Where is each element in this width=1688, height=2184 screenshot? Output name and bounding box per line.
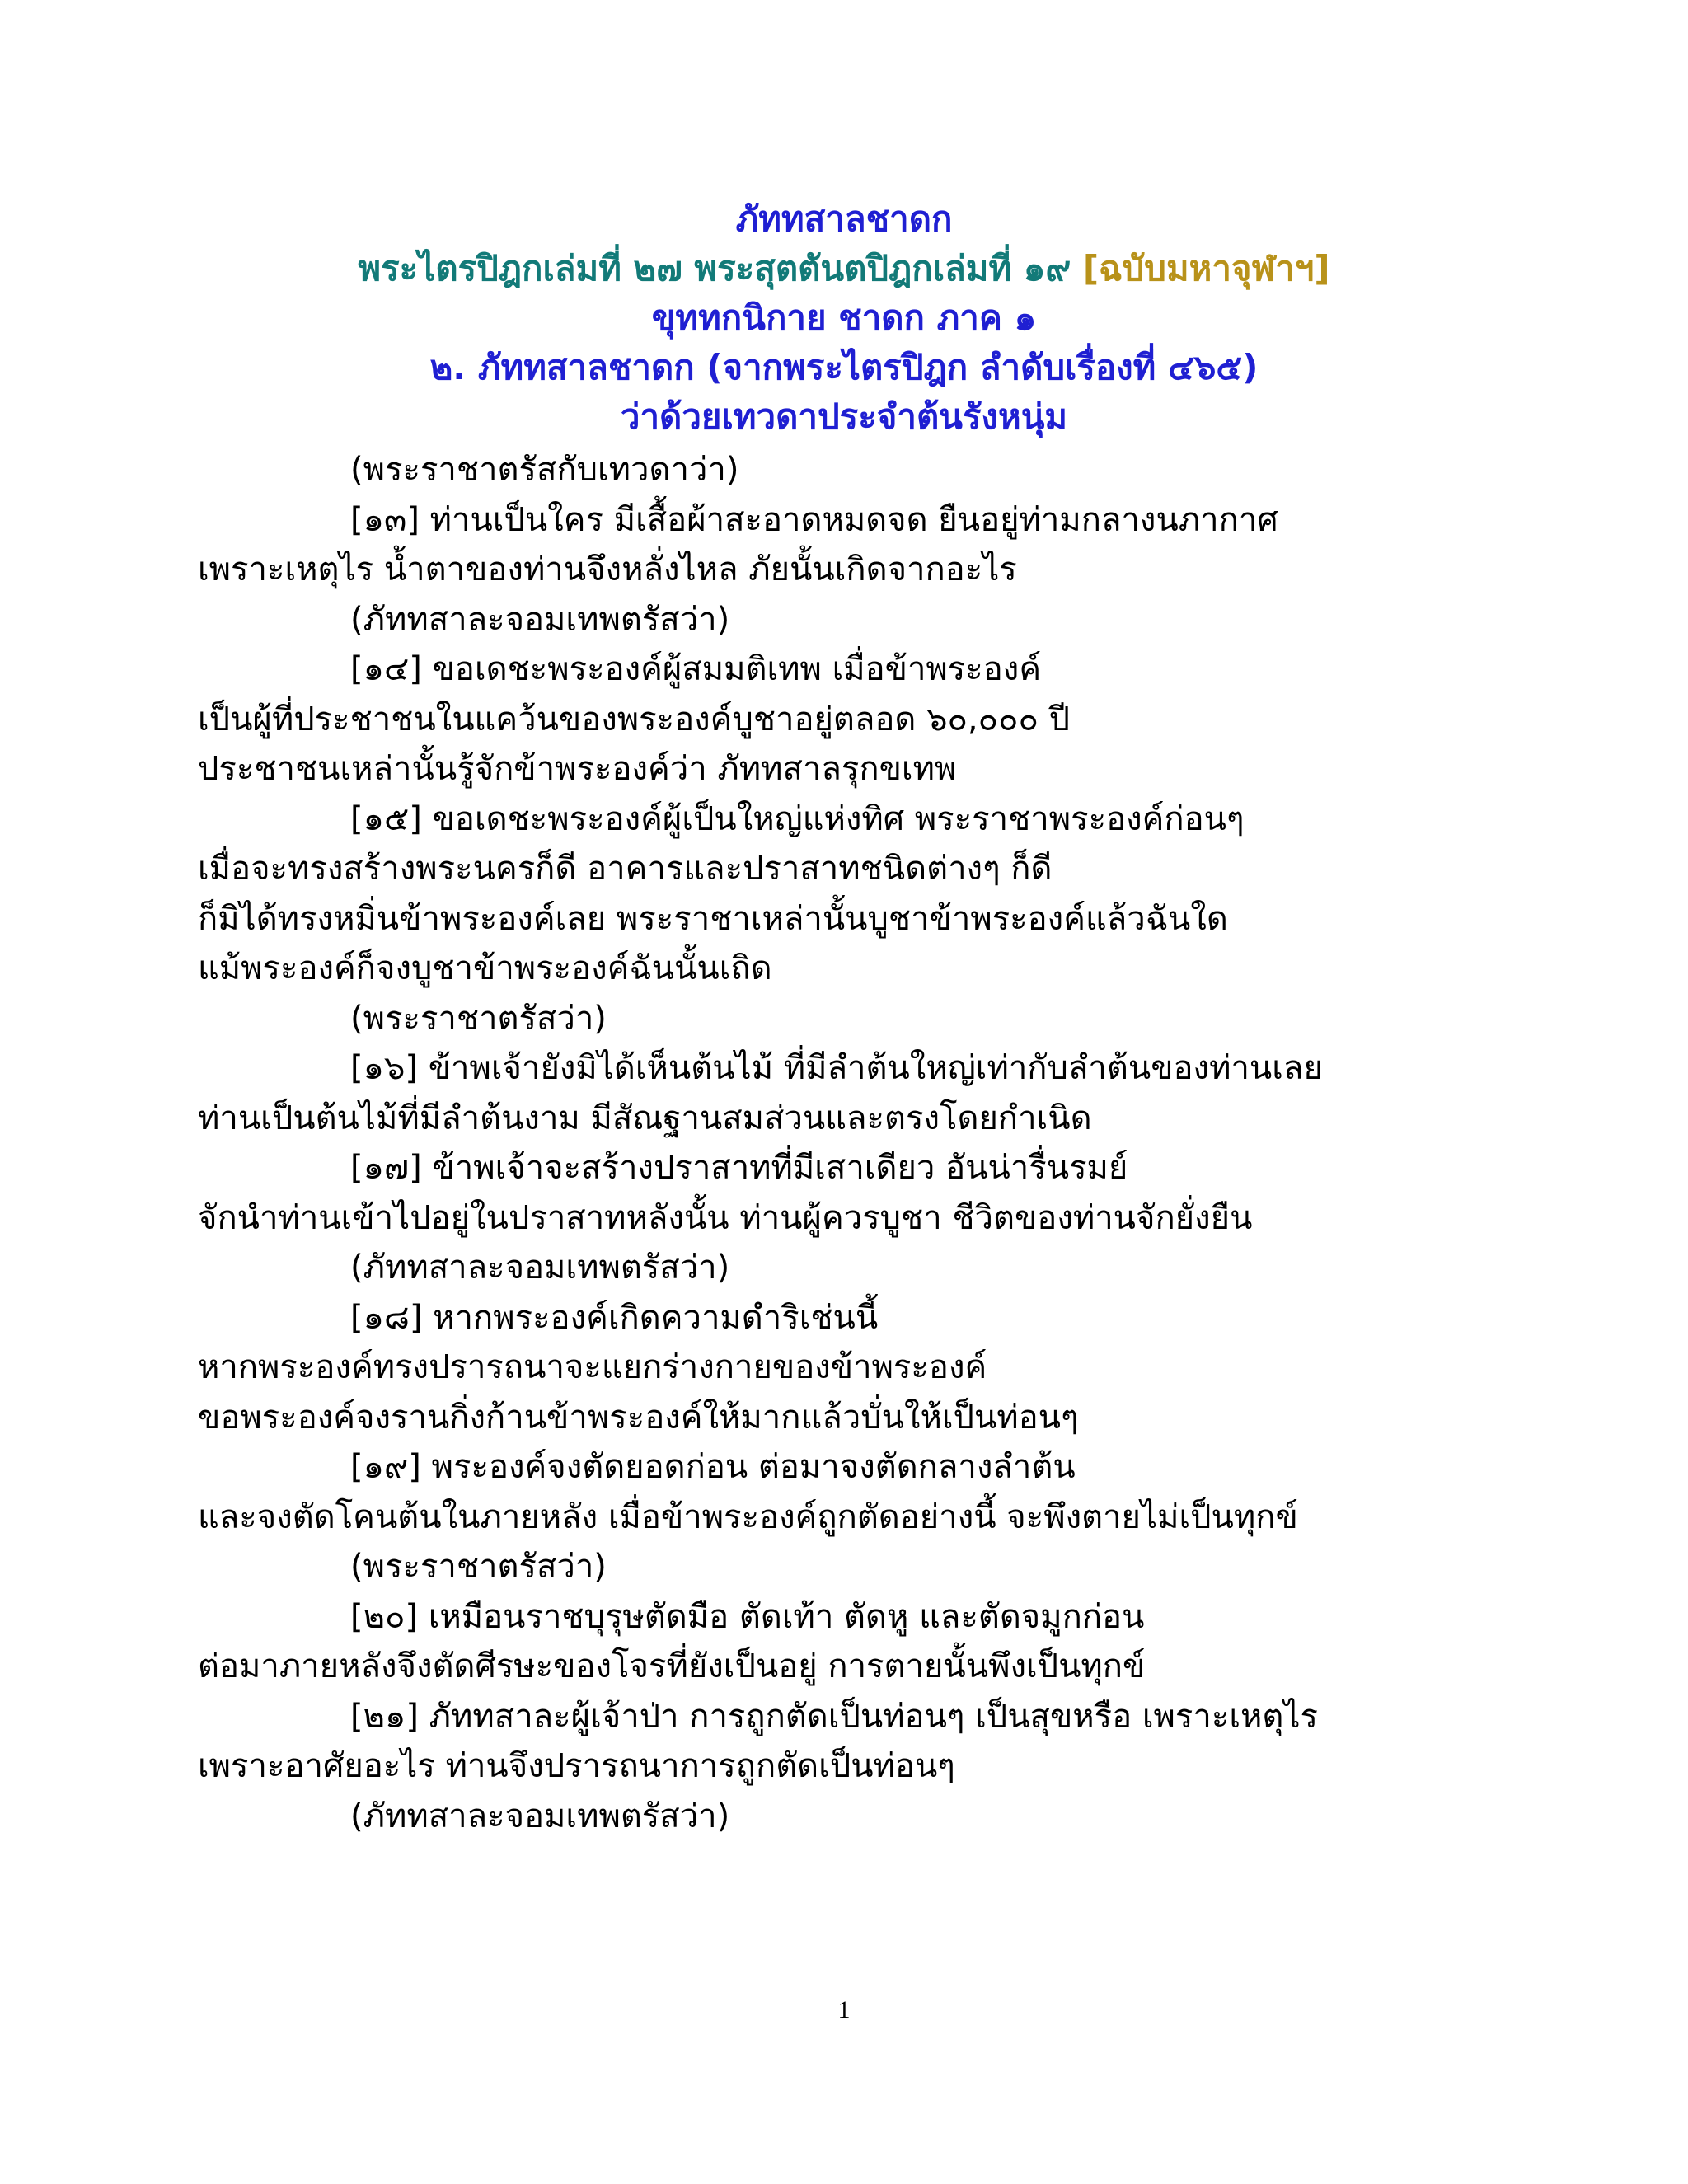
text-line: (พระราชาตรัสว่า): [350, 1548, 607, 1586]
text-line: เป็นผู้ที่ประชาชนในแคว้นของพระองค์บูชาอยู่ตลอด ๖๐,๐๐๐ ปี: [198, 700, 1070, 738]
text-line: [๑๘] หากพระองค์เกิดความดำริเช่นนี้: [350, 1298, 879, 1337]
tripitaka-volume: พระไตรปิฎกเล่มที่ ๒๗ พระสุตตันตปิฎกเล่มที่ ๑๙: [358, 248, 1071, 288]
text-line: [๑๓] ท่านเป็นใคร มีเสื้อผ้าสะอาดหมดจด ยืนอยู่ท่ามกลางนภากาศ: [350, 500, 1278, 539]
text-line: ท่านเป็นต้นไม้ที่มีลำต้นงาม มีสัณฐานสมส่วนและตรงโดยกำเนิด: [198, 1099, 1092, 1137]
text-line: จักนำท่านเข้าไปอยู่ในปราสาทหลังนั้น ท่านผู้ควรบูชา ชีวิตของท่านจักยั่งยืน: [198, 1198, 1253, 1237]
text-line: เพราะอาศัยอะไร ท่านจึงปรารถนาการถูกตัดเป็นท่อนๆ: [198, 1747, 955, 1785]
text-line: [๑๕] ขอเดชะพระองค์ผู้เป็นใหญ่แห่งทิศ พระราชาพระองค์ก่อนๆ: [350, 799, 1245, 838]
text-line: (ภัททสาละจอมเทพตรัสว่า): [350, 600, 730, 639]
text-line: [๒๐] เหมือนราชบุรุษตัดมือ ตัดเท้า ตัดหู และตัดจมูกก่อน: [350, 1597, 1145, 1636]
topic-heading: ว่าด้วยเทวดาประจำต้นรังหนุ่ม: [620, 396, 1068, 437]
document-header: [0, 194, 1688, 442]
text-line: [๑๙] พระองค์จงตัดยอดก่อน ต่อมาจงตัดกลางลำต้น: [350, 1448, 1076, 1486]
text-line: เพราะเหตุไร น้ำตาของท่านจึงหลั่งไหล ภัยนั้นเกิดจากอะไร: [198, 551, 1017, 588]
text-line: ขอพระองค์จงรานกิ่งก้านข้าพระองค์ให้มากแล้วบั่นให้เป็นท่อนๆ: [198, 1398, 1079, 1436]
text-line: แม้พระองค์ก็จงบูชาข้าพระองค์ฉันนั้นเถิด: [198, 949, 772, 987]
verse-body: [198, 445, 1517, 1841]
page-number: 1: [837, 1996, 851, 2023]
text-line: เมื่อจะทรงสร้างพระนครก็ดี อาคารและปราสาทชนิดต่างๆ ก็ดี: [198, 850, 1053, 888]
text-line: (พระราชาตรัสว่า): [350, 999, 607, 1038]
text-line: (ภัททสาละจอมเทพตรัสว่า): [350, 1249, 730, 1286]
text-line: (พระราชาตรัสกับเทวดาว่า): [350, 451, 739, 489]
text-line: ก็มิได้ทรงหมิ่นข้าพระองค์เลย พระราชาเหล่านั้นบูชาข้าพระองค์แล้วฉันใด: [198, 899, 1228, 938]
text-line: [๑๖] ข้าพเจ้ายังมิได้เห็นต้นไม้ ที่มีลำต้นใหญ่เท่ากับลำต้นของท่านเลย: [350, 1049, 1323, 1087]
text-line: [๑๗] ข้าพเจ้าจะสร้างปราสาทที่มีเสาเดียว อันน่ารื่นรมย์: [350, 1149, 1128, 1187]
collection-heading: ขุททกนิกาย ชาดก ภาค ๑: [651, 298, 1037, 338]
story-title: ภัททสาลชาดก: [735, 199, 953, 239]
text-line: ต่อมาภายหลังจึงตัดศีรษะของโจรที่ยังเป็นอยู่ การตายนั้นพึงเป็นทุกข์: [198, 1647, 1146, 1685]
text-line: และจงตัดโคนต้นในภายหลัง เมื่อข้าพระองค์ถูกตัดอย่างนี้ จะพึงตายไม่เป็นทุกข์: [198, 1497, 1298, 1536]
text-line: หากพระองค์ทรงปรารถนาจะแยกร่างกายของข้าพระองค์: [198, 1348, 987, 1386]
text-line: ประชาชนเหล่านั้นรู้จักข้าพระองค์ว่า ภัททสาลรุกขเทพ: [198, 750, 957, 788]
edition-label: [ฉบับมหาจุฬาฯ]: [1082, 248, 1330, 288]
chapter-heading: ๒. ภัททสาลชาดก (จากพระไตรปิฎก ลำดับเรื่องที่ ๔๖๕): [429, 347, 1259, 387]
source-reference: [0, 244, 1688, 293]
text-line: [๒๑] ภัททสาละผู้เจ้าป่า การถูกตัดเป็นท่อนๆ เป็นสุขหรือ เพราะเหตุไร: [350, 1697, 1318, 1736]
text-line: [๑๔] ขอเดชะพระองค์ผู้สมมติเทพ เมื่อข้าพระองค์: [350, 650, 1042, 688]
text-line: (ภัททสาละจอมเทพตรัสว่า): [350, 1797, 730, 1835]
